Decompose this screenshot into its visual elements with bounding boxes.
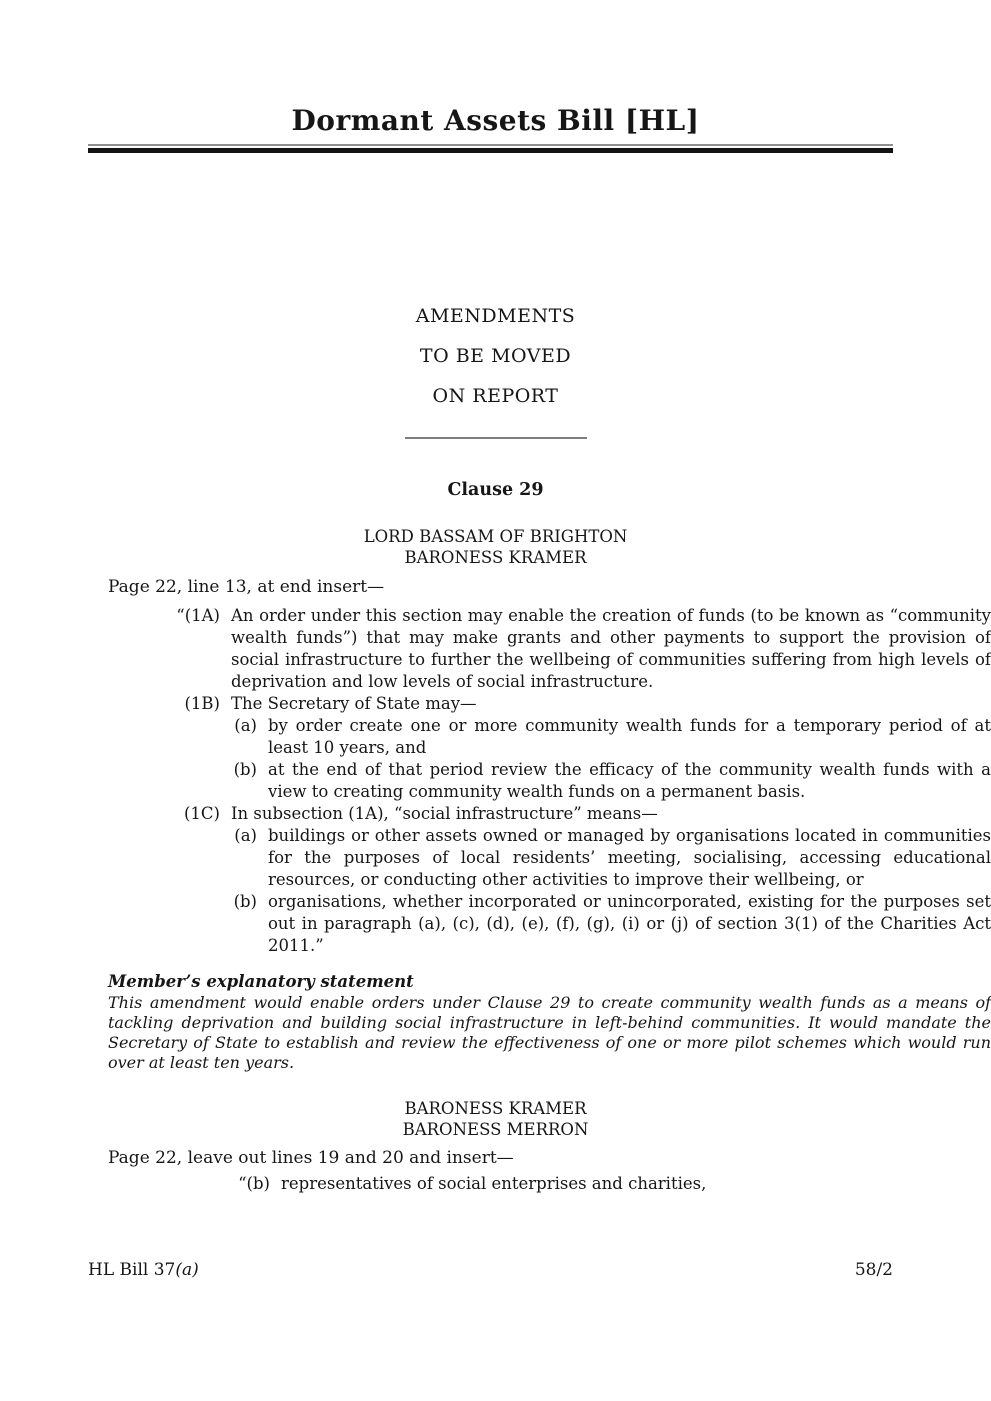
title-double-rule: [88, 144, 893, 153]
amendment-sub-item: [0, 825, 991, 891]
page-footer: [88, 1260, 893, 1280]
item-text: The Secretary of State may—: [231, 694, 477, 713]
item-number: (1C): [184, 804, 220, 823]
item-number: (1B): [184, 694, 220, 713]
item-text: buildings or other assets owned or managed by organisations located in communities for the purposes of local residents’ meeting, socialising, accessing educational resources, or conducting other activities to improve their wellbeing, or: [268, 826, 991, 889]
clause-heading: Clause 29: [447, 480, 544, 500]
amendment-item: [0, 803, 991, 825]
item-number: “(1A): [176, 606, 220, 625]
amendment-sub-item: [0, 891, 991, 957]
sponsor-name: LORD BASSAM OF BRIGHTON: [363, 527, 628, 546]
amendment1-body: [0, 605, 991, 957]
amendment2-instruction: Page 22, leave out lines 19 and 20 and insert—: [108, 1148, 514, 1168]
item-number: (b): [233, 760, 257, 779]
sponsor-name: BARONESS MERRON: [402, 1120, 589, 1139]
item-text: An order under this section may enable the creation of funds (to be known as “community wealth funds”) that may make grants and other payments to support the provision of social infrastructure to further the wellbeing of communities suffering from high levels of deprivation and low levels of social infrastructure.: [231, 606, 991, 691]
amendment1-sponsors: [0, 526, 991, 568]
item-number: (a): [234, 716, 257, 735]
amendment-sub-item: [0, 715, 991, 759]
amendment-number: 58/2: [854, 1260, 893, 1280]
sponsor-name: BARONESS KRAMER: [404, 1099, 587, 1118]
amendment-sub-item: [0, 759, 991, 803]
item-text: by order create one or more community wealth funds for a temporary period of at least 10 years, and: [268, 716, 991, 757]
item-number: (a): [234, 826, 257, 845]
explanatory-statement-heading: Member’s explanatory statement: [108, 972, 414, 991]
item-number: (b): [233, 892, 257, 911]
heading-line-amendments: AMENDMENTS: [415, 305, 576, 327]
amendment1-instruction: Page 22, line 13, at end insert—: [108, 577, 385, 597]
item-text: representatives of social enterprises and charities,: [281, 1174, 707, 1193]
amendment2-sponsors: [0, 1098, 991, 1140]
document-heading-block: [0, 305, 991, 407]
heading-line-to-be-moved: TO BE MOVED: [419, 345, 572, 367]
amendment2-item: [0, 1173, 991, 1195]
bill-title: Dormant Assets Bill [HL]: [291, 104, 700, 137]
heading-line-on-report: ON REPORT: [432, 385, 559, 407]
sponsor-name: BARONESS KRAMER: [404, 548, 587, 567]
bill-reference-suffix: (a): [175, 1260, 199, 1280]
amendment-item: [0, 605, 991, 693]
item-number: “(b): [238, 1174, 270, 1193]
amendment-item: [0, 693, 991, 715]
explanatory-statement-text: This amendment would enable orders under Clause 29 to create community wealth funds as a means of tackling deprivation and building social infrastructure in left-behind communities. It would mandate the Secretary of State to establish and review the effectiveness of one or more pilot schemes which would run over at least ten years.: [108, 993, 991, 1072]
item-text: organisations, whether incorporated or unincorporated, existing for the purposes set out in paragraph (a), (c), (d), (e), (f), (g), (i) or (j) of section 3(1) of the Charities Act 2011.”: [268, 892, 991, 955]
item-text: In subsection (1A), “social infrastructure” means—: [231, 804, 658, 823]
bill-reference: HL Bill 37(a): [88, 1260, 199, 1280]
item-text: at the end of that period review the efficacy of the community wealth funds with a view to creating community wealth funds on a permanent basis.: [268, 760, 991, 801]
section-separator-rule: [405, 437, 587, 439]
